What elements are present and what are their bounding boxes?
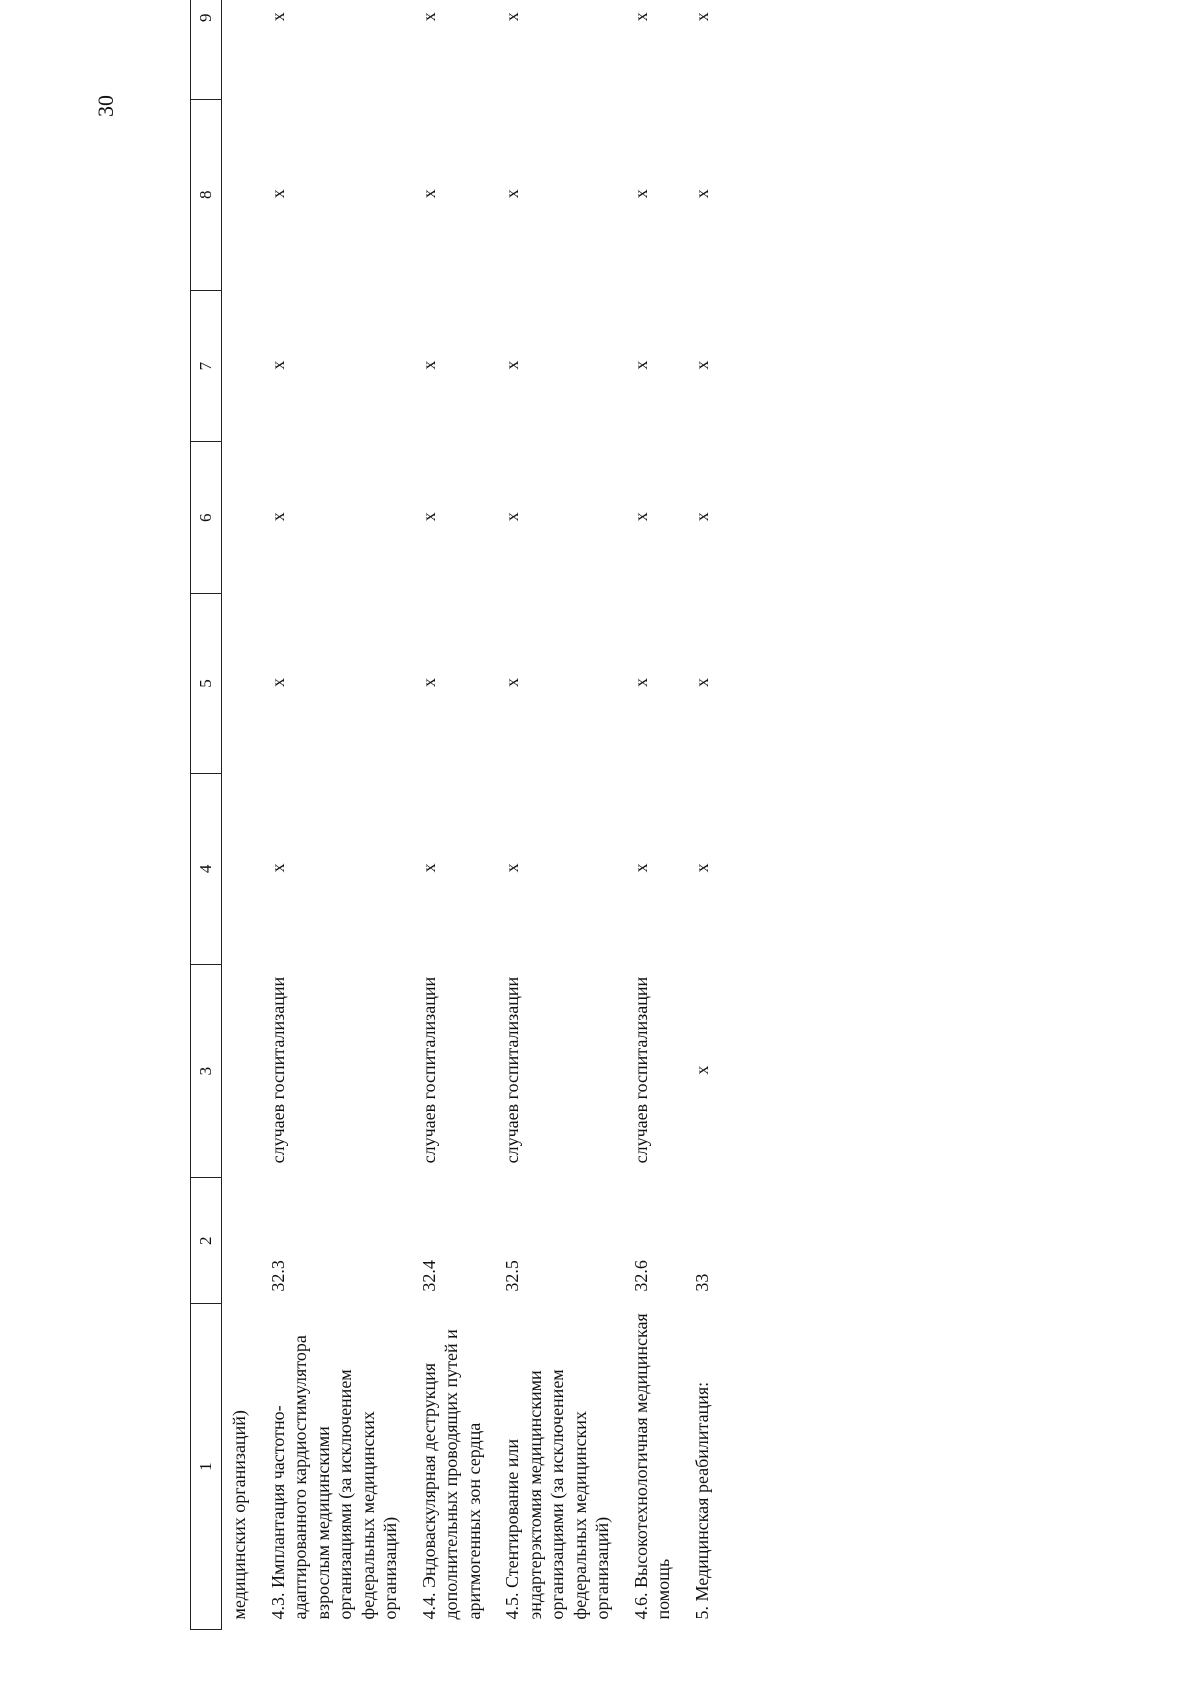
row-label: 4.6. Высокотехнологичная медицинская помощь <box>630 1313 673 1620</box>
value-cell: x <box>418 189 439 199</box>
value-cell: x <box>630 512 651 522</box>
value-cell: x <box>691 512 712 522</box>
value-cell <box>222 442 261 594</box>
header-cell: 1 <box>191 1304 222 1630</box>
value-cell: x <box>502 360 522 370</box>
value-cell: x <box>418 512 439 522</box>
value-cell: x <box>502 12 522 22</box>
table-row <box>624 0 685 1630</box>
value-cell: x <box>630 360 651 370</box>
header-cell: 3 <box>191 964 222 1177</box>
value-cell: x <box>502 189 522 199</box>
row-code <box>222 1178 261 1304</box>
value-cell <box>222 99 261 290</box>
table-row <box>412 0 496 1630</box>
header-row <box>191 0 222 1630</box>
value-cell: x <box>418 12 439 22</box>
value-cell: x <box>691 360 712 370</box>
row-code: 32.3 <box>267 1260 288 1292</box>
row-label: 4.3. Имплантация частотно-адаптированного кардиостимулятора взрослым медицинскими организациями (за исключением федеральных медицинских организаций) <box>267 1335 400 1620</box>
unit-cell: случаев госпитализации <box>630 976 651 1164</box>
table-row <box>261 0 412 1630</box>
value-cell <box>222 773 261 964</box>
unit-cell: x <box>691 1065 712 1075</box>
unit-cell <box>222 964 261 1177</box>
value-cell: x <box>267 189 288 199</box>
value-cell <box>222 290 261 442</box>
value-cell <box>222 0 261 99</box>
value-cell: x <box>267 863 288 873</box>
data-table <box>190 0 723 1630</box>
row-code: 33 <box>691 1273 712 1292</box>
value-cell: x <box>418 863 439 873</box>
header-cell: 2 <box>191 1178 222 1304</box>
row-code: 32.4 <box>418 1260 439 1292</box>
table-row <box>222 0 261 1630</box>
row-label: 4.4. Эндоваскулярная деструкция дополнительных проводящих путей и аритмогенных зон сердца <box>418 1329 484 1620</box>
header-cell: 5 <box>191 594 222 774</box>
value-cell: x <box>691 863 712 873</box>
value-cell: x <box>691 12 712 22</box>
value-cell: x <box>630 189 651 199</box>
value-cell: x <box>267 677 288 687</box>
row-code: 32.5 <box>502 1260 522 1292</box>
value-cell: x <box>691 189 712 199</box>
unit-cell: случаев госпитализации <box>502 976 522 1164</box>
row-code: 32.6 <box>630 1260 651 1292</box>
header-cell: 7 <box>191 290 222 442</box>
header-cell: 9 <box>191 0 222 99</box>
rotated-table-page <box>190 0 1100 1630</box>
row-label: 5. Медицинская реабилитация: <box>691 1381 712 1620</box>
value-cell: x <box>502 512 522 522</box>
table-row <box>685 0 724 1630</box>
header-cell: 8 <box>191 99 222 290</box>
unit-cell: случаев госпитализации <box>267 976 288 1164</box>
header-cell: 4 <box>191 773 222 964</box>
value-cell: x <box>267 512 288 522</box>
row-label: 4.5. Стентирование или эндартерэктомия медицинскими организациями (за исключением федеральных медицинских организаций) <box>502 1369 612 1620</box>
row-label: медицинских организаций) <box>229 1410 249 1620</box>
value-cell: x <box>267 360 288 370</box>
value-cell: x <box>502 677 522 687</box>
value-cell: x <box>418 360 439 370</box>
value-cell: x <box>267 12 288 22</box>
value-cell: x <box>630 863 651 873</box>
value-cell: x <box>691 677 712 687</box>
value-cell: x <box>630 12 651 22</box>
value-cell: x <box>418 677 439 687</box>
table-row <box>495 0 624 1630</box>
unit-cell: случаев госпитализации <box>418 976 439 1164</box>
page-number: 30 <box>93 95 118 117</box>
value-cell: x <box>630 677 651 687</box>
value-cell <box>222 594 261 774</box>
header-cell: 6 <box>191 442 222 594</box>
value-cell: x <box>502 863 522 873</box>
